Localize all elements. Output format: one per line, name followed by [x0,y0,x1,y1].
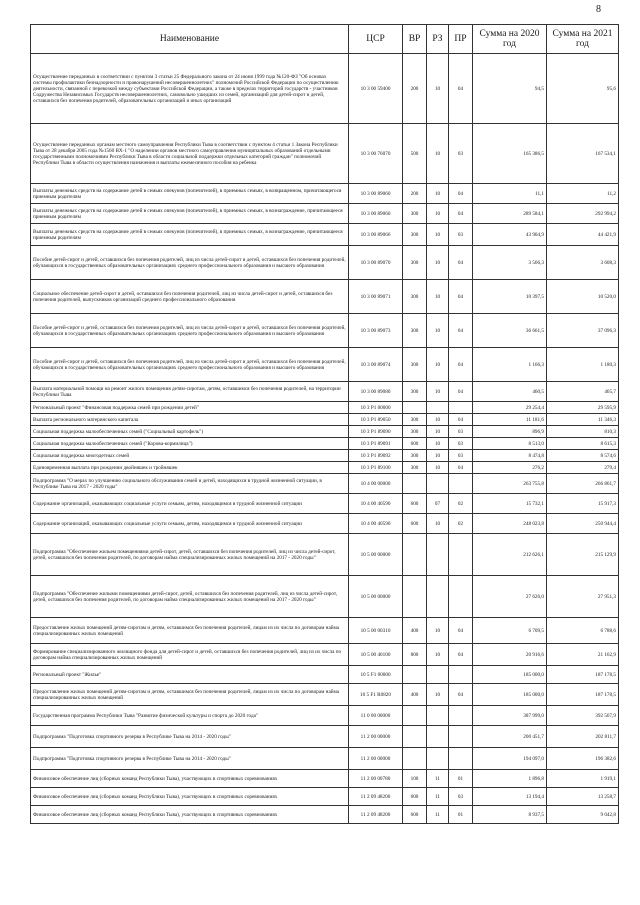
cell-sum-2020: 29 254,4 [473,402,547,414]
table-row [31,748,619,770]
cell-pr [449,402,473,414]
cell-sum-2020: 8 513,0 [473,438,547,450]
cell-pr: 04 [449,382,473,402]
cell-rz: 11 [427,788,449,806]
cell-vr [403,666,427,684]
cell-rz: 10 [427,426,449,438]
cell-sum-2021: 167 534,1 [547,124,619,184]
cell-vr: 500 [403,124,427,184]
cell-pr [449,474,473,494]
table-row [31,644,619,666]
table-row [31,204,619,224]
cell-rz: 10 [427,462,449,474]
cell-sum-2020: 8 474,8 [473,450,547,462]
table-row [31,474,619,494]
cell-sum-2021: 392 567,9 [547,706,619,726]
cell-pr [449,726,473,748]
cell-csr: 10 3 P1 89050 [349,414,403,426]
cell-rz: 10 [427,414,449,426]
cell-sum-2021: 10 520,0 [547,280,619,314]
cell-sum-2020: 289 584,1 [473,204,547,224]
cell-csr: 11 2 09 48200 [349,788,403,806]
cell-sum-2021: 6 788,6 [547,618,619,644]
cell-pr: 03 [449,224,473,246]
cell-vr: 400 [403,618,427,644]
cell-sum-2020: 10 397,5 [473,280,547,314]
cell-rz: 10 [427,246,449,280]
cell-sum-2021: 215 129,9 [547,534,619,576]
cell-csr: 10 5 00 00310 [349,618,403,644]
cell-csr: 11 2 00 00780 [349,770,403,788]
cell-pr [449,748,473,770]
cell-rz: 10 [427,684,449,706]
cell-sum-2021: 11 346,3 [547,414,619,426]
cell-csr: 10 3 P1 00000 [349,402,403,414]
table-row [31,382,619,402]
cell-rz [427,706,449,726]
header-csr: ЦСР [349,25,403,54]
cell-sum-2021: 250 944,4 [547,514,619,534]
cell-csr: 10 3 P1 89100 [349,462,403,474]
table-row [31,576,619,618]
cell-sum-2020: 6 709,5 [473,618,547,644]
cell-vr [403,748,427,770]
cell-sum-2021: 266 861,7 [547,474,619,494]
cell-vr: 100 [403,770,427,788]
cell-csr: 10 3 00 89060 [349,184,403,204]
cell-csr: 10 5 00 00000 [349,534,403,576]
cell-vr: 600 [403,788,427,806]
cell-sum-2020: 185 000,0 [473,684,547,706]
cell-sum-2020: 43 904,9 [473,224,547,246]
cell-pr [449,706,473,726]
header-pr: ПР [449,25,473,54]
cell-name: Региональный проект "Финансовая поддержка семей при рождении детей" [31,402,349,414]
cell-sum-2021: 11,2 [547,184,619,204]
table-row [31,224,619,246]
cell-sum-2020: 11 181,6 [473,414,547,426]
cell-sum-2021: 187 178,5 [547,666,619,684]
cell-name: Выплаты денежных средств на содержание детей в семьях опекунов (попечителей), в приемных семьях, в вознаграждение, причитающееся приемным родителям [31,224,349,246]
cell-pr: 04 [449,618,473,644]
cell-name: Предоставление жилых помещений детям-сиротам и детям, оставшимся без попечения родителей, лицам из их числа по договорам найма специализированных жилых помещений [31,684,349,706]
cell-name: Подпрограмма "Обеспечение жилыми помещениями детей-сирот, детей, оставшихся без попечения родителей, лиц из числа детей-сирот, детей, оставшихся без попечения родителей, по договорам найма специализированных жилых помещений на 2017 - 2020 годы" [31,576,349,618]
cell-sum-2020: 11,1 [473,184,547,204]
cell-sum-2020: 94,5 [473,54,547,124]
cell-vr: 300 [403,224,427,246]
cell-sum-2020: 896,9 [473,426,547,438]
cell-vr [403,402,427,414]
header-sum-2021: Сумма на 2021 год [547,25,619,54]
cell-name: Финансовое обеспечение лиц (сборных команд Республики Тыва), участвующих в спортивных соревнованиях [31,770,349,788]
cell-sum-2021: 95,6 [547,54,619,124]
table-row [31,402,619,414]
cell-rz: 10 [427,618,449,644]
cell-rz: 11 [427,806,449,824]
cell-pr: 04 [449,462,473,474]
cell-pr: 04 [449,246,473,280]
cell-rz [427,576,449,618]
cell-csr: 10 3 00 89066 [349,224,403,246]
cell-name: Социальное обеспечение детей-сирот и детей, оставшихся без попечения родителей, лиц из числа детей-сирот и детей, оставшихся без попечения родителей, выпускников организаций среднего профессионального образования [31,280,349,314]
cell-sum-2020: 36 661,5 [473,314,547,348]
cell-sum-2021: 3 608,3 [547,246,619,280]
cell-rz [427,726,449,748]
header-vr: ВР [403,25,427,54]
cell-sum-2020: 387 999,0 [473,706,547,726]
table-row [31,438,619,450]
cell-csr: 10 5 00 00000 [349,576,403,618]
cell-name: Осуществление переданных в соответствии с пунктом 3 статьи 25 Федерального закона от 24 июня 1999 года №120-ФЗ "Об основах системы профилактики безнадзорности и правонарушений несовершеннолетних" полномочий Российской Федерации по осуществлению деятельности, связанной с перевозкой между субъектами Российской Федерации, а также в пределах территорий государств - участников Содружества Независимых Государств несовершеннолетних, самовольно ушедших из семей, организаций для детей-сирот и детей, оставшихся без попечения родителей, образовательных организаций и иных организаций [31,54,349,124]
cell-name: Предоставление жилых помещений детям-сиротам и детям, оставшимся без попечения родителей, лицам из их числа по договорам найма специализированных жилых помещений [31,618,349,644]
table-row [31,788,619,806]
cell-vr: 600 [403,494,427,514]
cell-name: Содержание организаций, оказывающих социальные услуги семьям, детям, находящимся в трудной жизненной ситуации [31,494,349,514]
cell-pr: 04 [449,644,473,666]
cell-vr [403,706,427,726]
cell-rz [427,474,449,494]
cell-vr [403,474,427,494]
cell-sum-2020: 248 023,8 [473,514,547,534]
cell-vr: 300 [403,280,427,314]
cell-sum-2021: 1 180,3 [547,348,619,382]
cell-pr: 03 [449,426,473,438]
table-row [31,618,619,644]
cell-name: Формирование специализированного жилищного фонда для детей-сирот и детей, оставшихся без попечения родителей, лиц из их числа по договорам найма специализированных жилых помещений [31,644,349,666]
cell-name: Пособие детей-сирот и детей, оставшихся без попечения родителей, лиц из числа детей-сирот и детей, оставшихся без попечения родителей, обучающихся в государственных образовательных организациях среднего профессионального образования и высшего образования [31,246,349,280]
cell-sum-2020: 165 386,5 [473,124,547,184]
cell-vr: 600 [403,438,427,450]
cell-csr: 10 5 F1 R0820 [349,684,403,706]
cell-name: Социальная поддержка малообеспеченных семей ("Корова-кормилица") [31,438,349,450]
table-row [31,184,619,204]
cell-sum-2020: 200 451,7 [473,726,547,748]
header-name: Наименование [31,25,349,54]
cell-csr: 11 2 00 00000 [349,726,403,748]
cell-name: Социальная поддержка малообеспеченных семей ("Социальный картофель") [31,426,349,438]
cell-vr: 300 [403,348,427,382]
cell-sum-2020: 194 097,0 [473,748,547,770]
cell-rz: 10 [427,204,449,224]
cell-name: Подпрограмма "Подготовка спортивного резерва в Республике Тыва на 2014 - 2020 годы" [31,748,349,770]
cell-sum-2021: 279,4 [547,462,619,474]
cell-vr [403,726,427,748]
cell-sum-2021: 196 382,6 [547,748,619,770]
cell-rz: 10 [427,438,449,450]
cell-name: Государственная программа Республики Тыва "Развитие физической культуры и спорта до 2020 года" [31,706,349,726]
cell-pr: 04 [449,184,473,204]
cell-vr: 300 [403,382,427,402]
cell-pr: 03 [449,438,473,450]
cell-pr: 04 [449,314,473,348]
cell-vr: 300 [403,426,427,438]
cell-name: Пособие детей-сирот и детей, оставшихся без попечения родителей, лиц из числа детей-сирот и детей, оставшихся без попечения родителей, обучающихся в государственных образовательных организациях среднего профессионального образования и высшего образования [31,314,349,348]
cell-csr: 10 3 00 89080 [349,382,403,402]
cell-rz: 10 [427,644,449,666]
cell-pr: 04 [449,280,473,314]
cell-sum-2021: 9 042,8 [547,806,619,824]
cell-sum-2020: 15 732,1 [473,494,547,514]
cell-csr: 10 4 00 00000 [349,474,403,494]
cell-csr: 10 3 P1 89092 [349,450,403,462]
cell-pr [449,534,473,576]
cell-csr: 10 5 00 40100 [349,644,403,666]
cell-name: Выплаты денежных средств на содержание детей в семьях опекунов (попечителей), в приемных семьях, в возвращенном, причитающегося приемным родителям [31,184,349,204]
cell-sum-2021: 15 917,3 [547,494,619,514]
cell-sum-2020: 276,2 [473,462,547,474]
cell-sum-2021: 187 178,5 [547,684,619,706]
cell-sum-2021: 8 574,6 [547,450,619,462]
cell-vr: 200 [403,184,427,204]
table-row [31,348,619,382]
cell-vr: 200 [403,54,427,124]
cell-sum-2021: 37 096,3 [547,314,619,348]
cell-pr: 02 [449,494,473,514]
cell-pr: 01 [449,770,473,788]
cell-csr: 10 5 F1 00000 [349,666,403,684]
cell-rz [427,534,449,576]
cell-vr: 300 [403,204,427,224]
cell-csr: 10 4 00 40590 [349,514,403,534]
cell-csr: 10 3 00 89071 [349,280,403,314]
cell-csr: 10 3 00 59400 [349,54,403,124]
cell-sum-2020: 212 626,1 [473,534,547,576]
cell-pr: 02 [449,514,473,534]
cell-vr: 300 [403,414,427,426]
header-sum-2020: Сумма на 2020 год [473,25,547,54]
cell-sum-2021: 202 811,7 [547,726,619,748]
cell-csr: 10 3 P1 89091 [349,438,403,450]
table-row [31,314,619,348]
cell-vr: 600 [403,806,427,824]
cell-sum-2021: 810,3 [547,426,619,438]
budget-table [30,24,619,824]
cell-rz: 10 [427,348,449,382]
table-row [31,684,619,706]
cell-sum-2021: 44 421,9 [547,224,619,246]
cell-vr: 600 [403,514,427,534]
cell-name: Подпрограмма "Обеспечение жильем помещениями детей-сирот, детей, оставшихся без попечения родителей, лиц из числа детей-сирот, детей, оставшихся без попечения родителей, по договорам найма специализированных жилых помещений на 2017 - 2020 годы" [31,534,349,576]
table-row [31,806,619,824]
cell-rz: 10 [427,224,449,246]
cell-rz: 07 [427,494,449,514]
cell-name: Выплата материальной помощи на ремонт жилого помещения детям-сиротам, детям, оставшимся без попечения родителей, на территории Республики Тыва [31,382,349,402]
cell-sum-2021: 1 919,1 [547,770,619,788]
cell-rz: 10 [427,450,449,462]
cell-vr: 300 [403,314,427,348]
cell-pr: 03 [449,124,473,184]
table-row [31,770,619,788]
cell-sum-2021: 27 951,3 [547,576,619,618]
table-row [31,462,619,474]
cell-rz [427,748,449,770]
cell-sum-2020: 8 937,5 [473,806,547,824]
cell-csr: 10 3 P1 89090 [349,426,403,438]
cell-rz [427,666,449,684]
cell-rz [427,402,449,414]
cell-pr: 04 [449,348,473,382]
cell-pr: 01 [449,806,473,824]
cell-pr: 03 [449,788,473,806]
cell-sum-2020: 263 755,8 [473,474,547,494]
cell-rz: 11 [427,770,449,788]
cell-vr: 300 [403,450,427,462]
cell-name: Выплата регионального материнского капитала [31,414,349,426]
cell-csr: 10 3 00 76070 [349,124,403,184]
cell-rz: 10 [427,314,449,348]
cell-sum-2020: 13 194,4 [473,788,547,806]
cell-rz: 10 [427,382,449,402]
cell-rz: 10 [427,54,449,124]
cell-csr: 10 3 00 89074 [349,348,403,382]
cell-pr: 04 [449,204,473,224]
cell-name: Социальная поддержка многодетных семей [31,450,349,462]
cell-csr: 11 0 00 00000 [349,706,403,726]
table-row [31,706,619,726]
cell-sum-2021: 8 615,3 [547,438,619,450]
cell-csr: 10 3 00 89070 [349,246,403,280]
cell-name: Финансовое обеспечение лиц (сборных команд Республики Тыва), участвующих в спортивных соревнованиях [31,788,349,806]
cell-sum-2021: 29 595,9 [547,402,619,414]
cell-name: Региональный проект "Жилье" [31,666,349,684]
table-row [31,666,619,684]
table-row [31,494,619,514]
table-row [31,414,619,426]
cell-pr [449,666,473,684]
cell-sum-2020: 27 626,0 [473,576,547,618]
cell-sum-2020: 20 916,6 [473,644,547,666]
table-header-row [31,25,619,54]
table-row [31,450,619,462]
cell-pr: 04 [449,684,473,706]
cell-rz: 10 [427,514,449,534]
cell-name: Финансовое обеспечение лиц (сборных команд Республики Тыва), участвующих в спортивных соревнованиях [31,806,349,824]
table-row [31,124,619,184]
page-number: 8 [596,4,601,15]
header-rz: РЗ [427,25,449,54]
cell-vr: 300 [403,246,427,280]
cell-sum-2020: 1 896,8 [473,770,547,788]
table-body [31,54,619,824]
cell-pr: 04 [449,54,473,124]
cell-name: Осуществление переданных органам местного самоуправления Республики Тыва в соответствии с пунктом 4 статьи 1 Закона Республики Тыва от 28 декабря 2005 года №1560 ВХ-1 "О наделении органов местного самоуправления муниципальных образований отдельными государственными полномочиями Республики Тыва в области социальной поддержки отдельных категорий граждан" полномочий Республики Тыва в области осуществления назначения и выплаты ежемесячного пособия на ребенка [31,124,349,184]
cell-sum-2020: 460,5 [473,382,547,402]
table-row [31,534,619,576]
cell-pr: 04 [449,414,473,426]
cell-sum-2021: 465,7 [547,382,619,402]
cell-sum-2020: 185 000,0 [473,666,547,684]
cell-name: Подпрограмма "О мерах по улучшению социального обслуживания семей и детей, находящихся в трудной жизненной ситуации, в Республике Тыва на 2017 - 2020 годы" [31,474,349,494]
table-row [31,514,619,534]
cell-sum-2021: 292 994,2 [547,204,619,224]
cell-pr [449,576,473,618]
cell-vr [403,534,427,576]
table-row [31,426,619,438]
cell-csr: 11 2 09 48200 [349,806,403,824]
cell-name: Выплаты денежных средств на содержание детей в семьях опекунов (попечителей), в приемных семьях, в вознаграждение, причитающееся приемным родителям [31,204,349,224]
table-row [31,726,619,748]
cell-csr: 10 4 00 40590 [349,494,403,514]
cell-sum-2020: 3 566,3 [473,246,547,280]
cell-rz: 10 [427,124,449,184]
cell-sum-2021: 21 162,9 [547,644,619,666]
cell-vr [403,576,427,618]
table-row [31,54,619,124]
cell-vr: 300 [403,462,427,474]
cell-sum-2021: 13 258,7 [547,788,619,806]
cell-name: Содержание организаций, оказывающих социальные услуги семьям, детям, находящимся в трудной жизненной ситуации [31,514,349,534]
cell-vr: 800 [403,644,427,666]
cell-csr: 11 2 00 00000 [349,748,403,770]
cell-csr: 10 3 00 89073 [349,314,403,348]
cell-csr: 10 3 00 89060 [349,204,403,224]
cell-pr: 03 [449,450,473,462]
cell-name: Подпрограмма "Подготовка спортивного резерва в Республике Тыва на 2014 - 2020 годы" [31,726,349,748]
cell-name: Единовременная выплата при рождении двойняшек и тройняшек [31,462,349,474]
cell-rz: 10 [427,280,449,314]
cell-rz: 10 [427,184,449,204]
cell-name: Пособие детей-сирот и детей, оставшихся без попечения родителей, лиц из числа детей-сирот и детей, оставшихся без попечения родителей, обучающихся в государственных образовательных организациях среднего профессионального образования и высшего образования [31,348,349,382]
table-row [31,246,619,280]
table-row [31,280,619,314]
cell-vr: 400 [403,684,427,706]
cell-sum-2020: 1 166,3 [473,348,547,382]
